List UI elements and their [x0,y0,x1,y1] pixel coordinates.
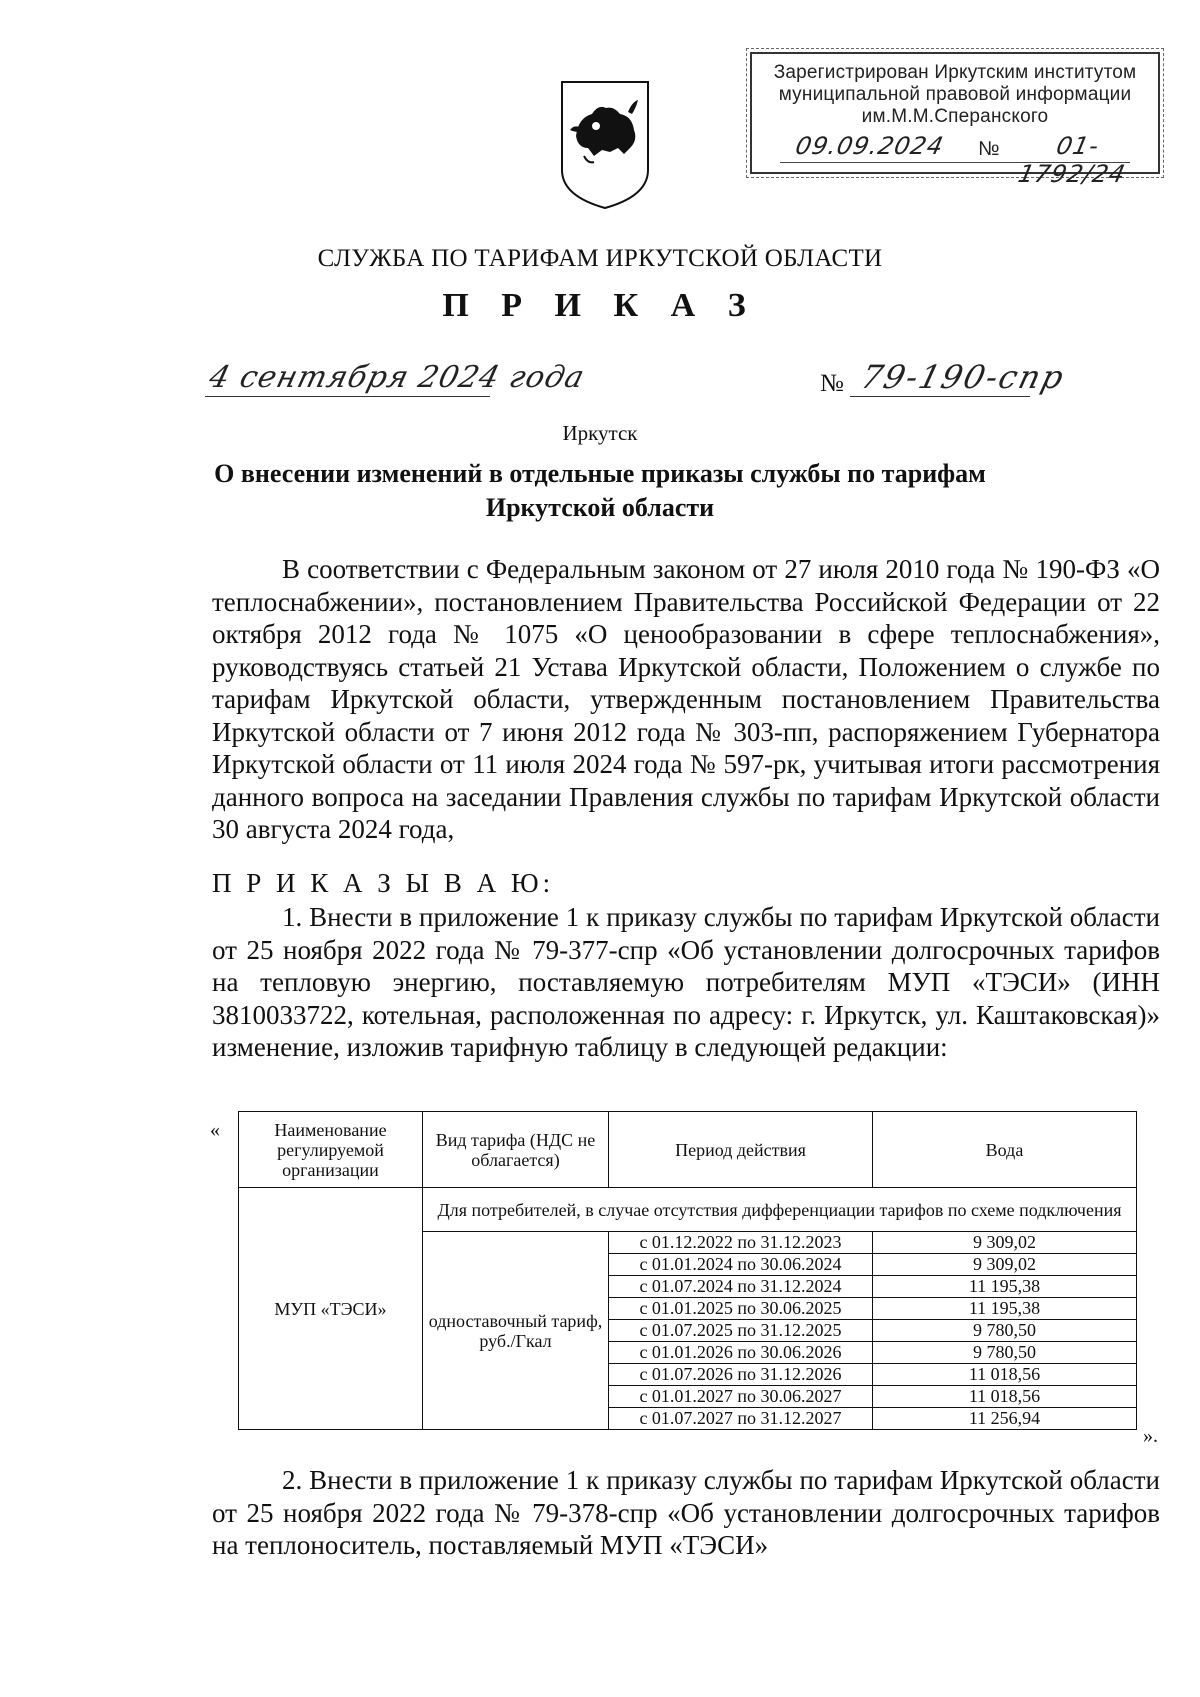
value-cell: 9 309,02 [873,1232,1137,1254]
order-subject [0,457,1200,525]
value-cell: 11 195,38 [873,1276,1137,1298]
order-number-label: № [820,370,844,397]
column-header: Вода [873,1112,1137,1188]
stamp-number-label: № [978,138,1000,160]
period-cell: с 01.07.2027 по 31.12.2027 [609,1408,873,1430]
value-cell: 9 309,02 [873,1254,1137,1276]
value-cell: 11 195,38 [873,1298,1137,1320]
column-header: Период действия [609,1112,873,1188]
item-2-paragraph: 2. Внести в приложение 1 к приказу службы по тарифам Иркутской области от 25 ноября 2022 года № 79-378-спр «Об установлении долгосрочных тарифов на теплоноситель, поставляемый МУП «ТЭСИ» [212,1465,1160,1560]
preamble-paragraph: В соответствии с Федеральным законом от 27 июля 2010 года № 190-ФЗ «О теплоснабжении», постановлением Правительства Российской Федерации от 22 октября 2012 года № 1075 «О ценообразовании в сфере теплоснабжения», руководствуясь статьей 21 Устава Иркутской области, Положением о службе по тарифам Иркутской области, утвержденным постановлением Правительства Иркутской области от 7 июня 2012 года № 303-пп, распоряжением Губернатора Иркутской области от 11 июля 2024 года № 597-рк, учитывая итоги рассмотрения данного вопроса на заседании Правления службы по тарифам Иркутской области 30 августа 2024 года, [212,554,1160,844]
stamp-date: 09.09.2024 [793,132,947,160]
period-cell: с 01.07.2026 по 31.12.2026 [609,1364,873,1386]
item-1-paragraph: 1. Внести в приложение 1 к приказу службы по тарифам Иркутской области от 25 ноября 2022 года № 79-377-спр «Об установлении долгосрочных тарифов на тепловую энергию, поставляемую потребителям МУП «ТЭСИ» (ИНН 3810033722, котельная, расположенная по адресу: г. Иркутск, ул. Каштаковская)» изменение, изложив тарифную таблицу в следующей редакции: [212,902,1160,1062]
registration-stamp [750,52,1160,188]
column-header: Наименование регулируемой организации [239,1112,423,1188]
column-header: Вид тарифа (НДС не облагается) [423,1112,609,1188]
group-label-cell: Для потребителей, в случае отсутствия дифференциации тарифов по схеме подключения [423,1188,1137,1232]
divider [780,162,1130,163]
subject-line: О внесении изменений в отдельные приказы службы по тарифам [214,459,986,488]
divider [850,396,1030,397]
period-cell: с 01.07.2025 по 31.12.2025 [609,1320,873,1342]
agency-name: СЛУЖБА ПО ТАРИФАМ ИРКУТСКОЙ ОБЛАСТИ [317,245,883,272]
table-header-row [239,1112,1137,1188]
stamp-line: муниципальной правовой информации [778,84,1132,105]
table-row [239,1188,1137,1232]
city: Иркутск [562,421,638,445]
stamp-number: 01-1792/24 [1015,132,1129,188]
organization-cell: МУП «ТЭСИ» [239,1188,423,1430]
value-cell: 9 780,50 [873,1342,1137,1364]
period-cell: с 01.01.2026 по 30.06.2026 [609,1342,873,1364]
tariff-table [238,1111,1137,1430]
value-cell: 11 018,56 [873,1364,1137,1386]
subject-line: Иркутской области [485,493,715,522]
tariff-type-cell: одноставочный тариф, руб./Гкал [423,1232,609,1430]
value-cell: 9 780,50 [873,1320,1137,1342]
period-cell: с 01.01.2025 по 30.06.2025 [609,1298,873,1320]
value-cell: 11 018,56 [873,1386,1137,1408]
stamp-registration-row [770,132,1140,188]
coat-of-arms-icon [558,78,652,212]
order-date: 4 сентября 2024 года [205,360,589,395]
period-cell: с 01.01.2024 по 30.06.2024 [609,1254,873,1276]
period-cell: с 01.01.2027 по 30.06.2027 [609,1386,873,1408]
value-cell: 11 256,94 [873,1408,1137,1430]
stamp-line: Зарегистрирован Иркутским институтом [773,62,1137,83]
quote-open: « [210,1119,220,1141]
period-cell: с 01.07.2024 по 31.12.2024 [609,1276,873,1298]
document-title: П Р И К А З [442,287,758,324]
order-word: П Р И К А З Ы В А Ю: [212,868,555,898]
quote-close: ». [1143,1425,1158,1447]
stamp-line: им.М.М.Сперанского [861,106,1049,127]
divider [205,396,490,397]
period-cell: с 01.12.2022 по 31.12.2023 [609,1232,873,1254]
order-number: 79-190-спр [857,358,1070,396]
